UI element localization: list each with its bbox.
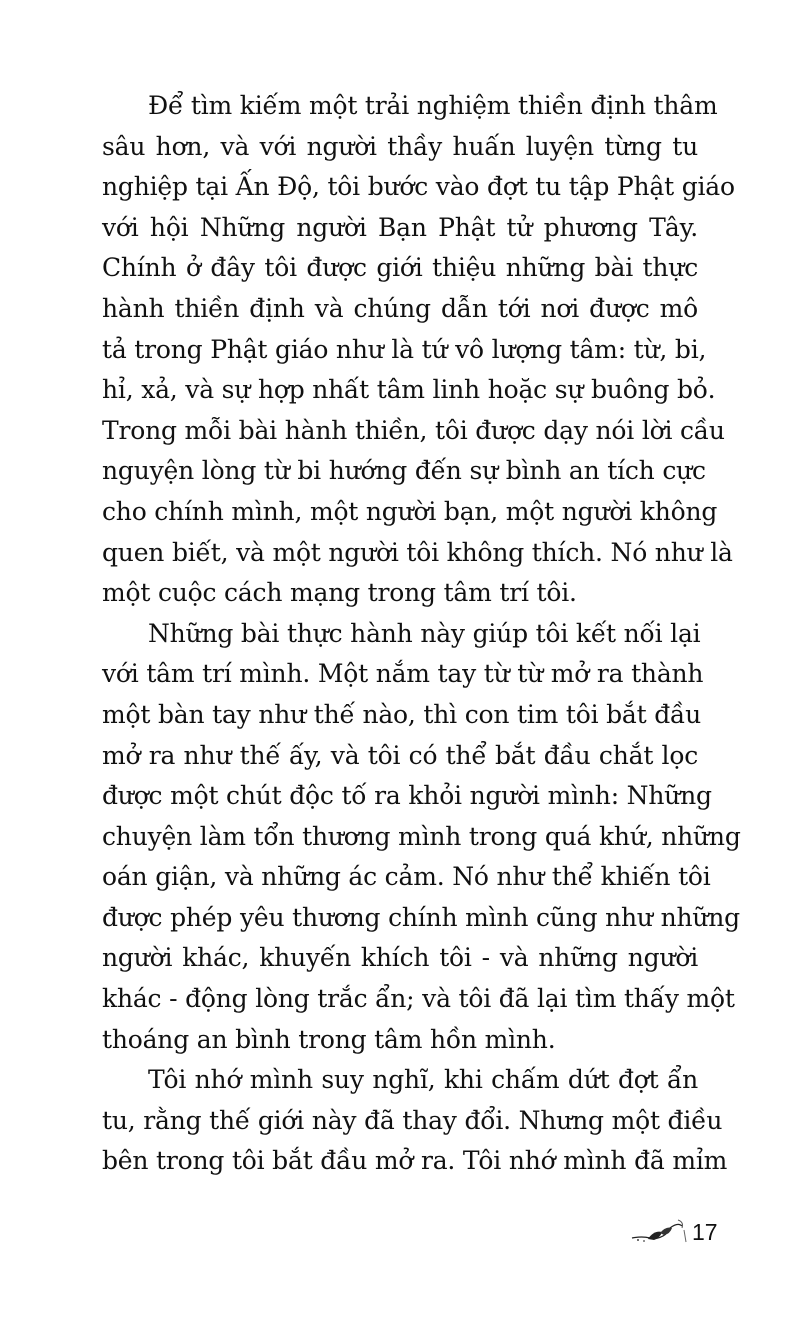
text-line: thoáng an bình trong tâm hồn mình. [102,1024,556,1054]
text-line: hỉ, xả, và sự hợp nhất tâm linh hoặc sự buông bỏ. [102,375,716,405]
page-footer [630,1212,740,1252]
text-line: Chính ở đây tôi được giới thiệu những bài thực [102,253,698,283]
text-line: Những bài thực hành này giúp tôi kết nối lại [148,618,701,648]
text-line: một cuộc cách mạng trong tâm trí tôi. [102,578,577,608]
body-text [102,86,741,1182]
flourish-ornament-icon [630,1216,690,1246]
text-line: khác - động lòng trắc ẩn; và tôi đã lại tìm thấy một [102,984,735,1014]
text-line: sâu hơn, và với người thầy huấn luyện từng tu [102,131,698,161]
text-line: nguyện lòng từ bi hướng đến sự bình an tích cực [102,456,706,486]
text-line: được một chút độc tố ra khỏi người mình: Những [102,781,712,811]
text-line: với tâm trí mình. Một nắm tay từ từ mở ra thành [102,659,704,689]
text-line: chuyện làm tổn thương mình trong quá khứ, những [102,821,741,851]
page-number: 17 [692,1219,718,1245]
text-line: một bàn tay như thế nào, thì con tim tôi bắt đầu [102,699,702,729]
text-line: oán giận, và những ác cảm. Nó như thể khiến tôi [102,862,711,892]
text-line: với hội Những người Bạn Phật tử phương Tây. [102,212,698,242]
text-line: hành thiền định và chúng dẫn tới nơi được mô [102,293,698,323]
text-line: Để tìm kiếm một trải nghiệm thiền định thâm [148,91,718,120]
text-line: nghiệp tại Ấn Độ, tôi bước vào đợt tu tập Phật giáo [102,172,735,202]
text-line: người khác, khuyến khích tôi - và những người [102,943,698,973]
text-line: Trong mỗi bài hành thiền, tôi được dạy nói lời cầu [102,415,725,445]
text-line: Tôi nhớ mình suy nghĩ, khi chấm dứt đợt ẩn [148,1065,698,1095]
text-line: quen biết, và một người tôi không thích. Nó như là [102,537,733,567]
text-line: tả trong Phật giáo như là tứ vô lượng tâm: từ, bi, [102,334,707,364]
text-line: tu, rằng thế giới này đã thay đổi. Nhưng một điều [102,1105,723,1135]
text-line: mở ra như thế ấy, và tôi có thể bắt đầu chắt lọc [102,740,698,770]
text-line: bên trong tôi bắt đầu mở ra. Tôi nhớ mình đã mỉm [102,1146,728,1176]
text-line: cho chính mình, một người bạn, một người không [102,496,718,526]
text-line: được phép yêu thương chính mình cũng như những [102,902,740,932]
